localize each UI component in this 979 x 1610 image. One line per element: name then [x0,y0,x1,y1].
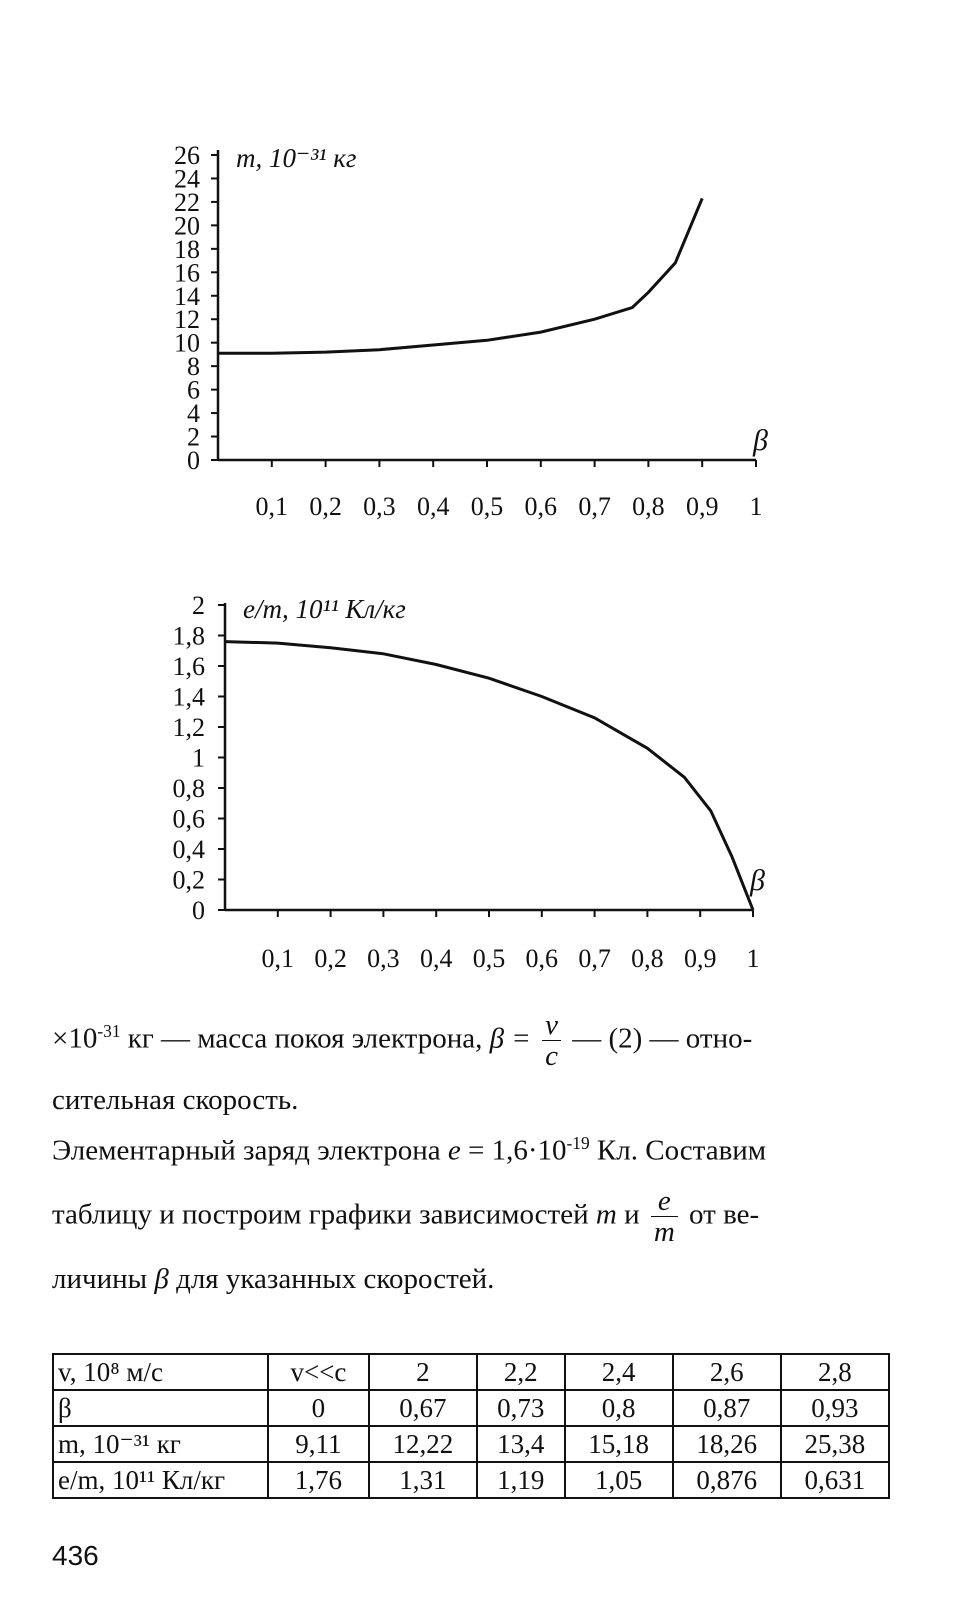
text-for-speeds: для указанных скоростей. [168,1263,495,1295]
mass-y-tick-label: 0 [187,446,200,475]
ratio-x-axis-label: β [750,864,765,897]
mass-x-tick-label: 0,6 [524,492,558,521]
table-cell: 2 [369,1354,477,1390]
symbol-m: m [595,1198,617,1231]
table-row [53,1462,889,1498]
table-cell: 25,38 [781,1426,889,1462]
text-charge-value: = 1,6·10 [460,1134,567,1167]
table-cell: 15,18 [565,1426,673,1462]
mass-y-tick-label: 26 [174,141,200,170]
ratio-x-tick-label: 0,1 [261,944,295,973]
table-cell: v<<c [268,1354,369,1390]
ratio-y-tick-label: 1,6 [172,652,205,681]
ratio-x-tick-label: 0,3 [367,944,400,973]
table-row-header: v, 10⁸ м/с [53,1354,268,1390]
ratio-y-tick-label: 1 [192,743,205,773]
text-elementary-charge: Элементарный заряд электрона [52,1134,448,1167]
ratio-x-tick-label: 0,2 [314,944,347,973]
table-cell: 0 [268,1390,369,1426]
table-cell: 1,31 [369,1462,477,1498]
ratio-x-tick-label: 0,8 [631,944,664,973]
text-relative-speed: — (2) — отно- [564,1022,753,1055]
table-cell: 12,22 [369,1426,477,1462]
table-row-header: m, 10⁻³¹ кг [53,1426,268,1462]
table-cell: 2,4 [565,1354,673,1390]
page-number: 436 [52,1540,99,1571]
charge-mass-ratio-chart [0,575,979,985]
mass-chart [0,120,979,530]
mass-x-tick-label: 0,7 [578,492,611,521]
table-row [53,1426,889,1462]
mass-x-tick-label: 0,4 [416,492,450,521]
ratio-y-axis-label: e/m, 10¹¹ Кл/кг [243,594,406,624]
fraction-denominator: m [653,1216,675,1249]
mass-y-tick-label: 10 [174,328,200,358]
table-cell: 18,26 [673,1426,781,1462]
ratio-y-tick-label: 1,2 [172,713,205,742]
ratio-x-tick-label: 1 [746,944,760,973]
table-cell: 0,87 [673,1390,781,1426]
mass-y-tick-label: 6 [187,375,200,405]
table-cell: 0,876 [673,1462,781,1498]
table-cell: 9,11 [268,1426,369,1462]
text-table-intro: таблицу и построим графики зависимостей [52,1198,596,1231]
fraction-numerator: e [651,1186,678,1217]
ratio-y-tick-label: 1,4 [172,682,205,712]
table-cell: 0,73 [477,1390,565,1426]
table-cell: 0,67 [369,1390,477,1426]
ratio-y-tick-label: 0,8 [172,774,205,803]
ratio-y-tick-label: 0 [192,896,205,925]
table-cell: 13,4 [477,1426,565,1462]
text-times-ten: ×10 [52,1022,98,1055]
mass-x-tick-label: 0,8 [632,492,665,521]
mass-x-tick-label: 0,2 [309,492,342,521]
ratio-x-tick-label: 0,9 [683,944,717,973]
mass-y-tick-label: 14 [174,281,200,311]
mass-curve [218,198,702,353]
ratio-y-tick-label: 0,4 [172,835,205,864]
ratio-x-tick-label: 0,4 [419,944,453,973]
text-relative-speed-cont: сительная скорость. [52,1084,299,1116]
ratio-y-tick-label: 0,2 [172,865,205,895]
mass-y-tick-label: 16 [174,258,200,288]
fraction-denominator: c [545,1040,558,1073]
table-row [53,1390,889,1426]
paragraph-relative-speed [52,1083,892,1118]
symbol-beta: β [154,1263,169,1295]
ratio-x-tick-label: 0,6 [525,944,559,973]
mass-y-tick-label: 22 [174,187,200,217]
table-cell: 2,6 [673,1354,781,1390]
text-values-of: личины [52,1263,155,1295]
mass-x-tick-label: 1 [749,492,763,521]
table-cell: 0,631 [781,1462,889,1498]
mass-x-tick-label: 0,9 [685,492,719,521]
ratio-y-tick-label: 2 [192,591,205,620]
ratio-x-tick-label: 0,5 [472,944,506,973]
paragraph-beta-values [52,1262,892,1297]
text-compose: Кл. Составим [589,1134,767,1167]
table-cell: 2,8 [781,1354,889,1390]
table-row [53,1354,889,1390]
table-cell: 1,76 [268,1462,369,1498]
fraction-numerator: v [542,1010,561,1041]
mass-y-tick-label: 12 [174,305,200,335]
ratio-curve [225,642,753,910]
mass-y-tick-label: 18 [174,234,200,264]
beta-equals: β = [489,1022,531,1055]
paragraph-charge [52,1133,892,1168]
table-cell: 2,2 [477,1354,565,1390]
text-rest-mass: кг — масса покоя электрона, [120,1022,490,1055]
paragraph-rest-mass [52,1010,892,1072]
mass-y-tick-label: 2 [187,422,200,452]
mass-y-tick-label: 4 [187,399,200,429]
data-table [52,1353,890,1499]
table-cell: 1,19 [477,1462,565,1498]
table-row-header: e/m, 10¹¹ Кл/кг [53,1462,268,1498]
ratio-y-tick-label: 0,6 [172,804,205,834]
symbol-e: e [447,1134,461,1167]
mass-y-tick-label: 20 [174,211,200,241]
table-row-header: β [53,1390,268,1426]
text-and: и [616,1198,647,1231]
text-exp-19: -19 [566,1133,590,1153]
mass-y-tick-label: 24 [174,164,200,194]
ratio-x-tick-label: 0,7 [578,944,611,973]
fraction-v-over-c [542,1010,561,1072]
mass-y-tick-label: 8 [187,352,200,382]
mass-x-tick-label: 0,1 [255,492,289,521]
mass-x-tick-label: 0,3 [363,492,396,521]
table-cell: 0,8 [565,1390,673,1426]
table-cell: 0,93 [781,1390,889,1426]
mass-y-axis-label: m, 10⁻³¹ кг [236,143,357,173]
table-cell: 1,05 [565,1462,673,1498]
text-exp-31: -31 [97,1020,121,1041]
ratio-y-tick-label: 1,8 [172,621,205,651]
mass-x-tick-label: 0,5 [470,492,504,521]
paragraph-table-intro [52,1186,892,1248]
fraction-e-over-m [651,1186,678,1248]
text-from: от ве- [681,1198,760,1231]
mass-x-axis-label: β [753,424,768,457]
